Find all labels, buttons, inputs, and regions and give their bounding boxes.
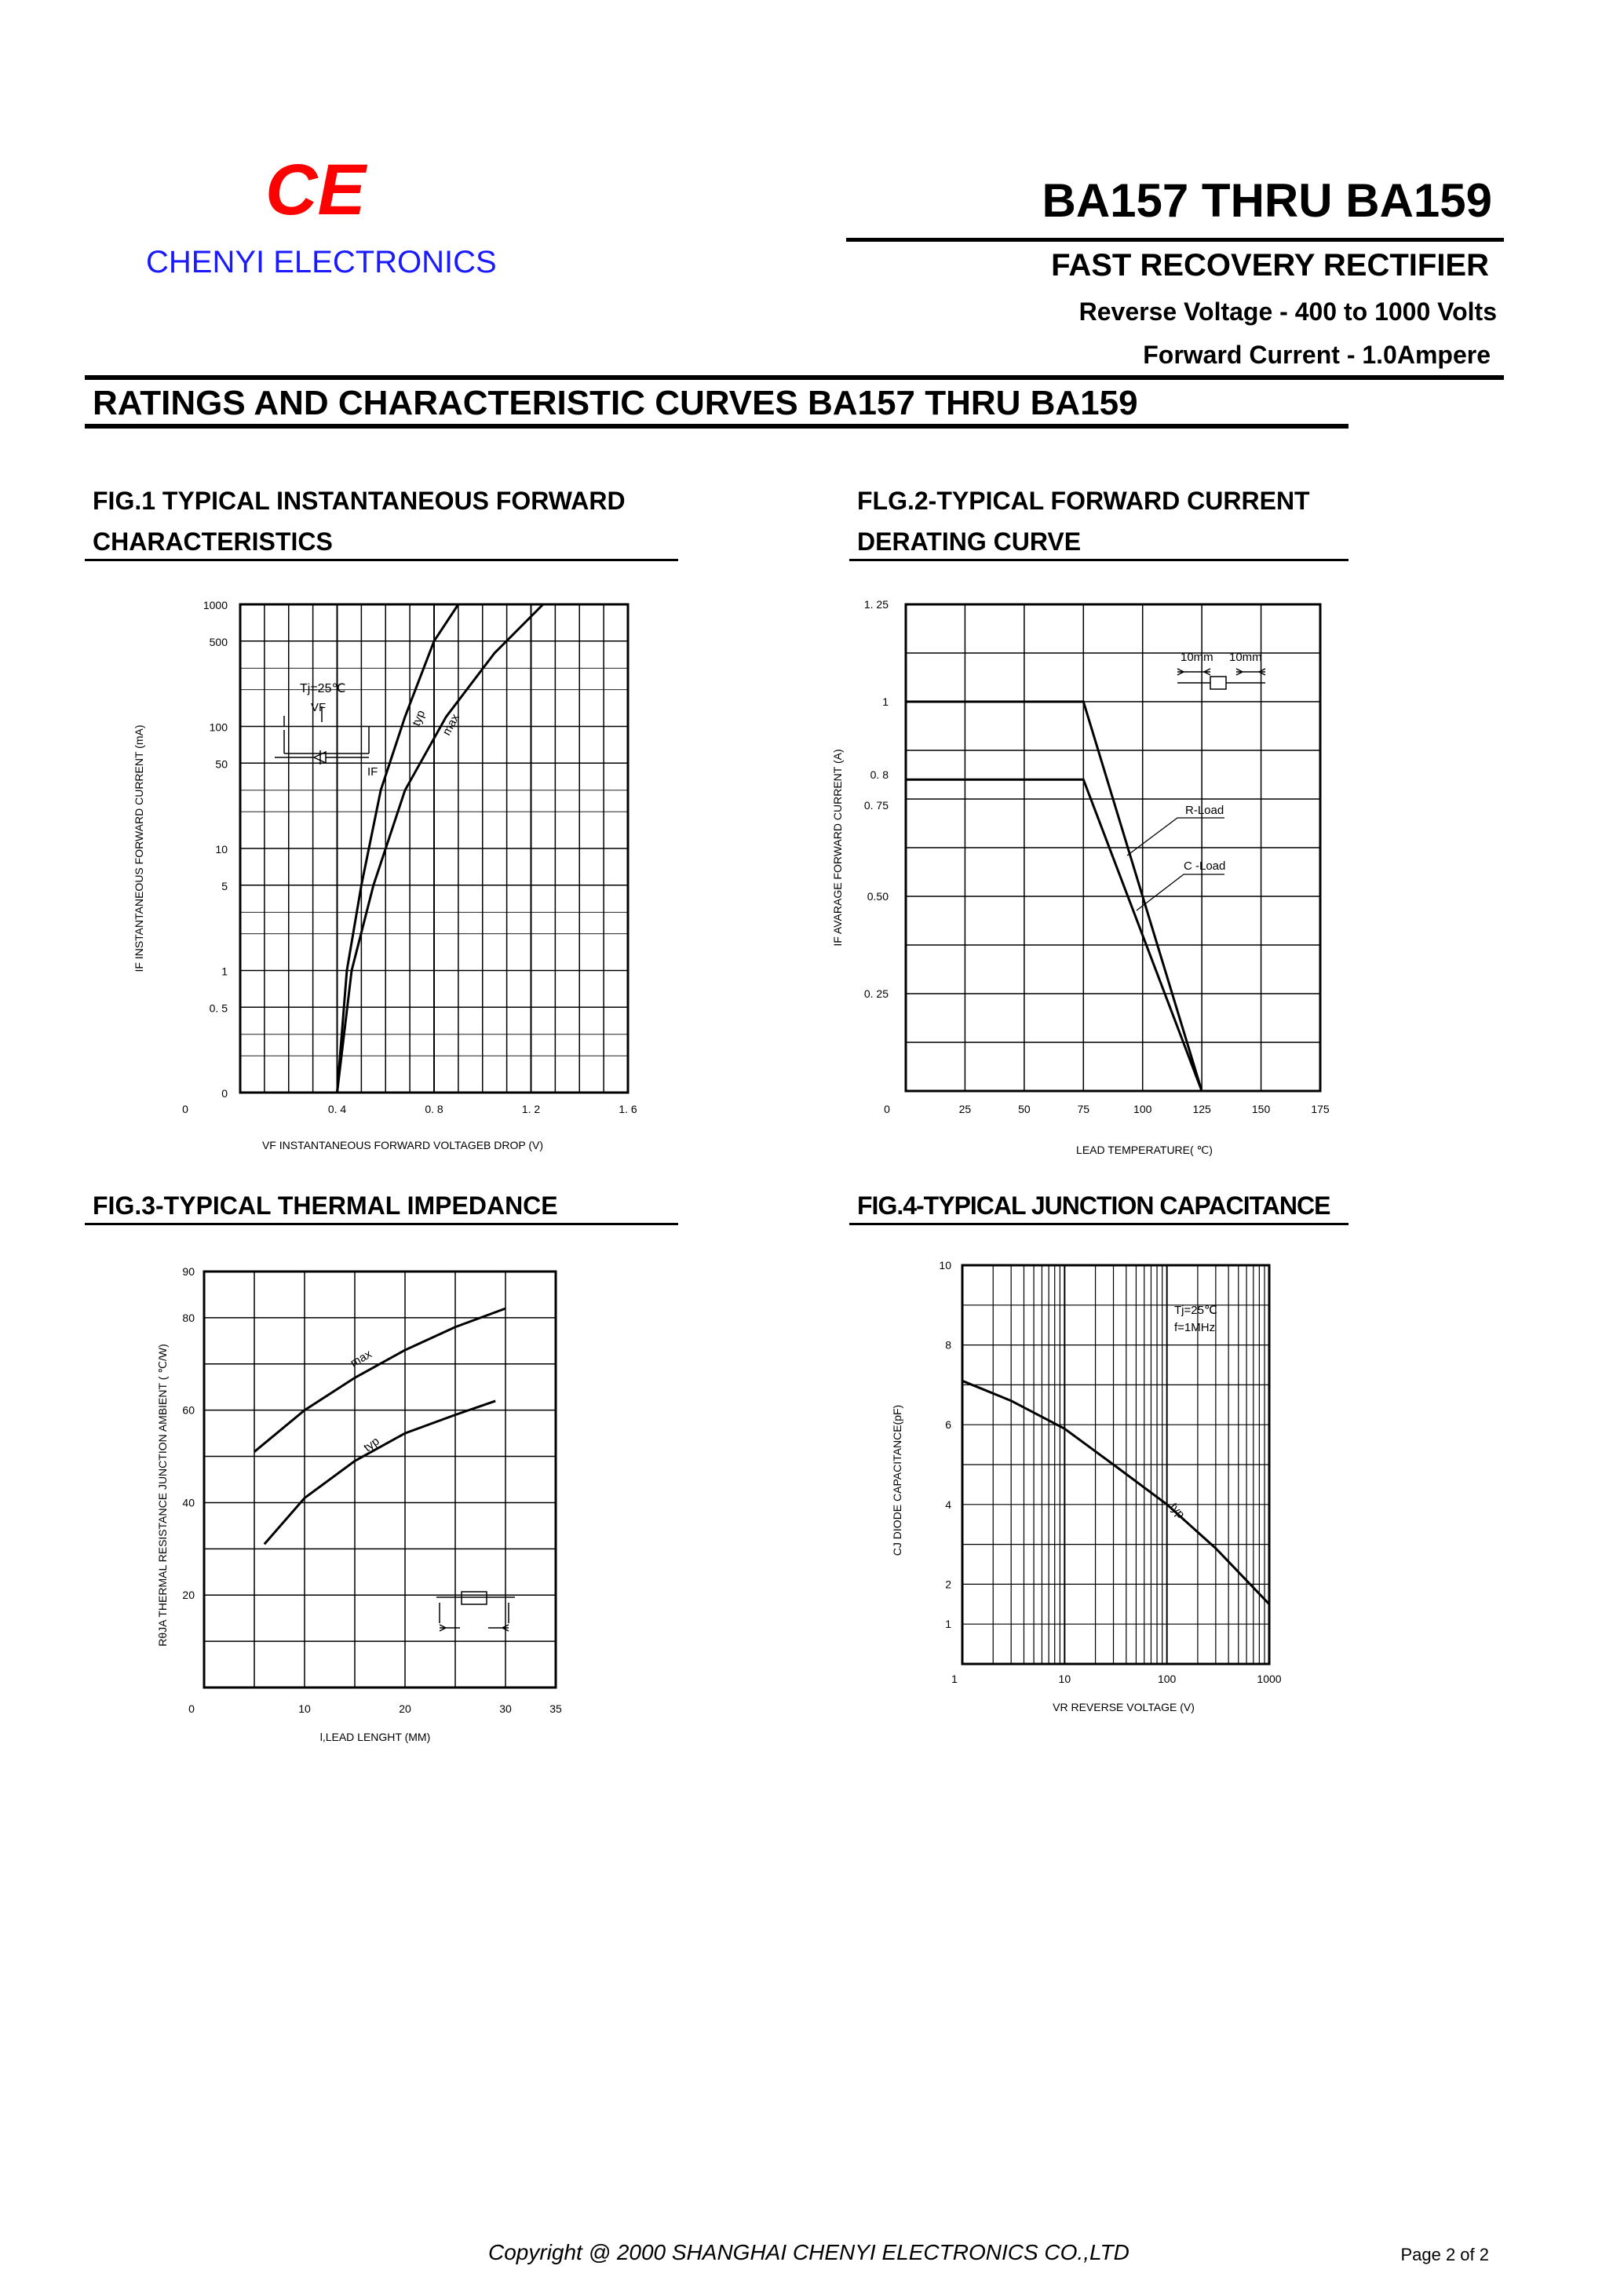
fig3-xtick: 0 <box>188 1702 195 1715</box>
fig4-annot-freq: f=1MHz <box>1174 1321 1216 1334</box>
fig1-title-line2: CHARACTERISTICS <box>93 527 333 556</box>
fig2-ytick: 0.50 <box>867 890 889 903</box>
fig2-title-rule <box>849 559 1348 561</box>
fig1-ytick: 1 <box>221 965 228 978</box>
fig3-ytick: 20 <box>182 1589 195 1602</box>
fig1-xtick: 1. 2 <box>521 1103 541 1115</box>
fig1-xtick: 0. 8 <box>425 1103 443 1115</box>
fig2-ytick: 0. 25 <box>863 987 889 1000</box>
fig4-title-line1: FIG.4-TYPICAL JUNCTION CAPACITANCE <box>857 1191 1330 1220</box>
fig1-ytick: 0 <box>221 1087 228 1100</box>
fig2-annot-cload: C -Load <box>1184 859 1226 873</box>
product-subtitle: FAST RECOVERY RECTIFIER <box>1051 248 1489 283</box>
fig3-annot-typ: typ <box>361 1434 382 1455</box>
fig2-xtick: 150 <box>1251 1103 1271 1115</box>
fig1-ytick: 1000 <box>203 599 228 611</box>
fig2-xlabel: LEAD TEMPERATURE( ℃) <box>1076 1144 1213 1156</box>
fig3-title-line1: FIG.3-TYPICAL THERMAL IMPEDANCE <box>93 1191 558 1220</box>
fig3-ylabel: RθJA THERMAL RESISTANCE JUNCTION AMBIENT ( ℃/W) <box>156 1344 169 1647</box>
fig4-title <box>857 1185 1330 1226</box>
fig1-annot-max: max <box>440 711 462 738</box>
fig1-ylabel: IF INSTANTANEOUS FORWARD CURRENT (mA) <box>133 724 145 972</box>
fig3-lead-sketch <box>436 1592 515 1631</box>
part-number-title: BA157 THRU BA159 <box>1042 174 1492 227</box>
fig3-ytick: 90 <box>182 1265 195 1278</box>
fig4-ytick: 4 <box>945 1498 951 1511</box>
fig4-xtick: 1000 <box>1257 1673 1282 1685</box>
fig4-annot-tj: Tj=25℃ <box>1174 1304 1217 1317</box>
fig2-xtick: 125 <box>1192 1103 1211 1115</box>
fig4-chart <box>785 1248 1624 1797</box>
fig4-xlabel: VR REVERSE VOLTAGE (V) <box>1053 1701 1195 1713</box>
fig3-chart <box>0 1248 785 1797</box>
fig1-ytick: 0. 5 <box>209 1002 228 1015</box>
fig2-ytick: 1 <box>882 695 889 708</box>
header-rule <box>85 375 1504 380</box>
reverse-voltage-spec: Reverse Voltage - 400 to 1000 Volts <box>1078 297 1497 326</box>
copyright-notice: Copyright @ 2000 SHANGHAI CHENYI ELECTRONICS CO.,LTD <box>488 2240 1130 2264</box>
fig4-title-rule <box>849 1223 1348 1225</box>
forward-current-spec: Forward Current - 1.0Ampere <box>1143 341 1491 369</box>
fig2-xtick: 25 <box>958 1103 972 1115</box>
title-rule <box>846 238 1504 242</box>
company-name: CHENYI ELECTRONICS <box>146 245 497 279</box>
fig3-xtick: 20 <box>399 1702 411 1715</box>
fig1-ytick: 500 <box>209 635 228 648</box>
fig4-ytick: 8 <box>945 1338 951 1352</box>
fig2-ytick: 1. 25 <box>863 598 889 611</box>
fig3-ytick: 80 <box>182 1311 195 1324</box>
fig3-xtick: 30 <box>499 1702 512 1715</box>
fig4-ytick: 10 <box>939 1259 951 1272</box>
fig3-ytick: 60 <box>182 1403 195 1417</box>
fig1-xlabel: VF INSTANTANEOUS FORWARD VOLTAGEB DROP (V) <box>261 1139 544 1151</box>
fig2-title-line1: FLG.2-TYPICAL FORWARD CURRENT <box>857 487 1310 515</box>
fig3-frame <box>204 1272 556 1688</box>
fig4-annot-typ: typ <box>1166 1500 1188 1521</box>
fig4-ylabel: CJ DIODE CAPACITANCE(pF) <box>891 1404 903 1556</box>
fig2-xtick: 175 <box>1311 1103 1330 1115</box>
fig2-title-line2: DERATING CURVE <box>857 527 1082 556</box>
fig1-title-line1: FIG.1 TYPICAL INSTANTANEOUS FORWARD <box>93 487 626 515</box>
fig2-ylabel: IF AVARAGE FORWARD CURRENT (A) <box>831 749 844 947</box>
fig2-xtick: 0 <box>884 1103 890 1115</box>
fig2-title <box>857 480 1310 562</box>
fig4-ytick: 1 <box>945 1618 951 1631</box>
fig4-xtick: 100 <box>1157 1673 1177 1685</box>
page-number: Page 2 of 2 <box>1400 2245 1489 2264</box>
fig4-xtick: 1 <box>951 1673 958 1685</box>
section-heading: RATINGS AND CHARACTERISTIC CURVES BA157 THRU BA159 <box>93 384 1138 422</box>
fig4-ytick: 2 <box>945 1578 951 1591</box>
section-rule <box>85 424 1348 429</box>
fig2-series-C-Load <box>906 779 1202 1091</box>
fig4-series-typ <box>962 1381 1269 1604</box>
fig2-annot-10mm-a: 10mm <box>1181 651 1213 664</box>
fig1-chart <box>0 581 785 1177</box>
company-logo: CE <box>265 150 366 230</box>
fig1-annot-typ: typ <box>409 708 429 728</box>
fig1-annot-vf: VF <box>311 701 327 714</box>
fig1-title <box>93 480 626 562</box>
fig3-series-max <box>254 1308 505 1452</box>
fig1-xtick: 1. 6 <box>619 1103 637 1115</box>
fig2-annot-rload: R-Load <box>1185 804 1224 817</box>
fig2-lead-sketch <box>1177 669 1265 689</box>
fig1-ytick: 5 <box>221 879 228 892</box>
fig3-xtick: 10 <box>298 1702 311 1715</box>
fig1-ytick: 100 <box>209 721 228 734</box>
fig4-xtick: 10 <box>1058 1673 1071 1685</box>
fig2-xtick: 75 <box>1077 1103 1090 1115</box>
fig3-title <box>93 1185 558 1226</box>
fig1-ytick: 50 <box>215 757 228 771</box>
fig2-ytick: 0. 8 <box>870 768 889 782</box>
fig3-title-rule <box>85 1223 678 1225</box>
fig2-chart <box>785 581 1624 1177</box>
fig4-ytick: 6 <box>945 1418 951 1432</box>
fig1-annot-tj: Tj=25℃ <box>300 682 346 695</box>
fig3-xtick: 35 <box>549 1702 562 1715</box>
fig1-xtick: 0. 4 <box>327 1103 347 1115</box>
fig3-series-typ <box>265 1401 495 1545</box>
fig2-annot-10mm-b: 10mm <box>1229 651 1262 664</box>
fig2-xtick: 50 <box>1018 1103 1031 1115</box>
fig2-ytick: 0. 75 <box>863 799 889 812</box>
fig3-xlabel: l,LEAD LENGHT (MM) <box>319 1731 431 1743</box>
fig1-annot-if: IF <box>367 765 378 779</box>
fig2-xtick: 100 <box>1133 1103 1152 1115</box>
fig1-xtick: 0 <box>182 1103 188 1115</box>
fig3-annot-max: max <box>348 1347 374 1370</box>
fig1-title-rule <box>85 559 678 561</box>
fig1-ytick: 10 <box>215 843 228 856</box>
fig3-ytick: 40 <box>182 1496 195 1509</box>
